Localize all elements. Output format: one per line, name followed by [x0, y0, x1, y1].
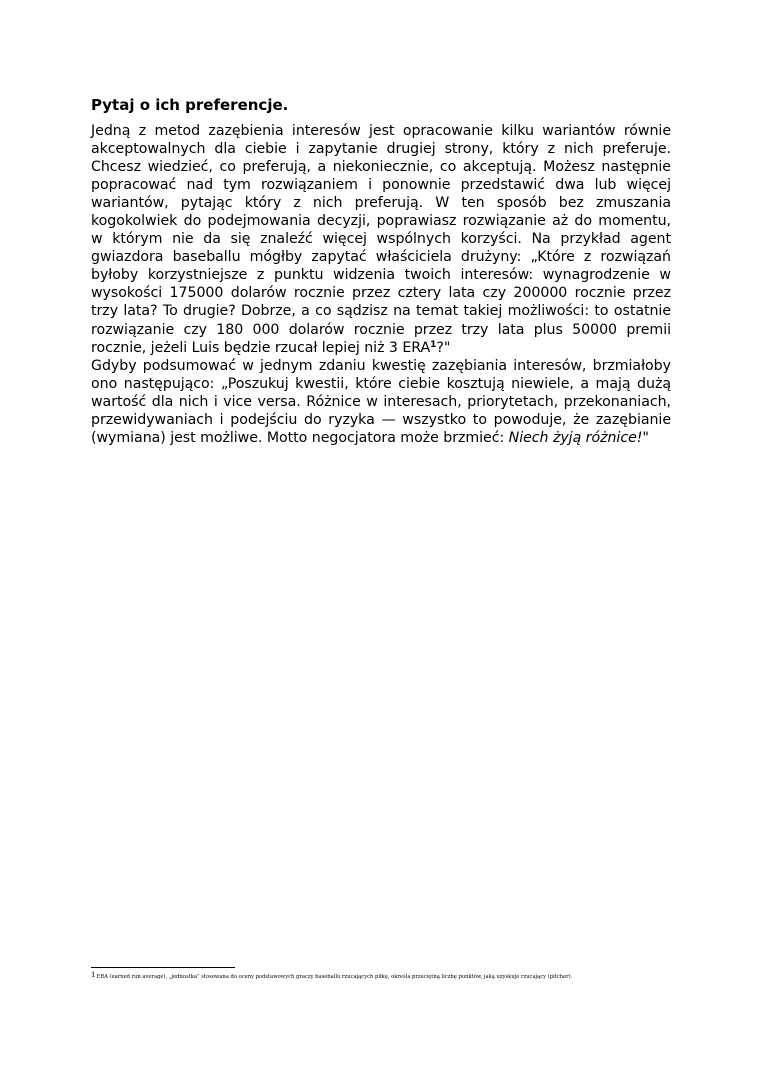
footnote — [91, 971, 671, 981]
footnote-number: 1 — [91, 971, 96, 979]
section-heading: Pytaj o ich preferencje. — [91, 96, 289, 114]
motto-italic: Niech żyją różnice! — [508, 429, 643, 446]
paragraph-2-suffix: " — [642, 429, 649, 446]
footnote-separator — [91, 967, 235, 968]
footnote-reference[interactable]: 1 — [430, 339, 437, 350]
paragraph-1-suffix: ?" — [436, 339, 451, 356]
paragraph-2 — [91, 357, 671, 447]
paragraph-2-text: Gdyby podsumować w jednym zdaniu kwestię zazębiania interesów, brzmiałoby ono następująco: „Poszukuj kwestii, które ciebie kosztują niewiele, a mają dużą wartość dla nich i vice versa. Różnice w interesach, priorytetach, przekonaniach, przewidywaniach i podejściu do ryzyka — wszystko to powoduje, że zazębianie (wymiana) jest możliwe. Motto negocjatora może brzmieć: — [91, 357, 671, 446]
paragraph-1-text: Jedną z metod zazębienia interesów jest opracowanie kilku wariantów równie akceptowalnych dla ciebie i zapytanie drugiej strony, który z nich preferuje. Chcesz wiedzieć, co preferują, a niekoniecznie, co akceptują. Możesz następnie popracować nad tym rozwiązaniem i ponownie przedstawić dwa lub więcej wariantów, pytając który z nich preferują. W ten sposób bez zmuszania kogokolwiek do podejmowania decyzji, poprawiasz rozwiązanie aż do momentu, w którym nie da się znaleźć więcej wspólnych korzyści. Na przykład agent gwiazdora baseballu mógłby zapytać właściciela drużyny: „Które z rozwiązań byłoby korzystniejsze z punktu widzenia twoich interesów: wynagrodzenie w wysokości 175000 dolarów rocznie przez cztery lata czy 200000 rocznie przez trzy lata? To drugie? Dobrze, a co sądzisz na temat takiej możliwości: to ostatnie rozwiązanie czy 180 000 dolarów rocznie przez trzy lata plus 50000 premii rocznie, jeżeli Luis będzie rzucał lepiej niż 3 ERA — [91, 123, 671, 356]
footnote-text: ERA (earned run average), „jednostka” stosowana do oceny podstawowych graczy baseballu rzucających piłkę, określa przeciętną liczbę punktów, jaką uzyskuje rzucający (pitcher). — [96, 974, 573, 980]
body-text — [91, 122, 671, 447]
paragraph-1 — [91, 122, 671, 357]
